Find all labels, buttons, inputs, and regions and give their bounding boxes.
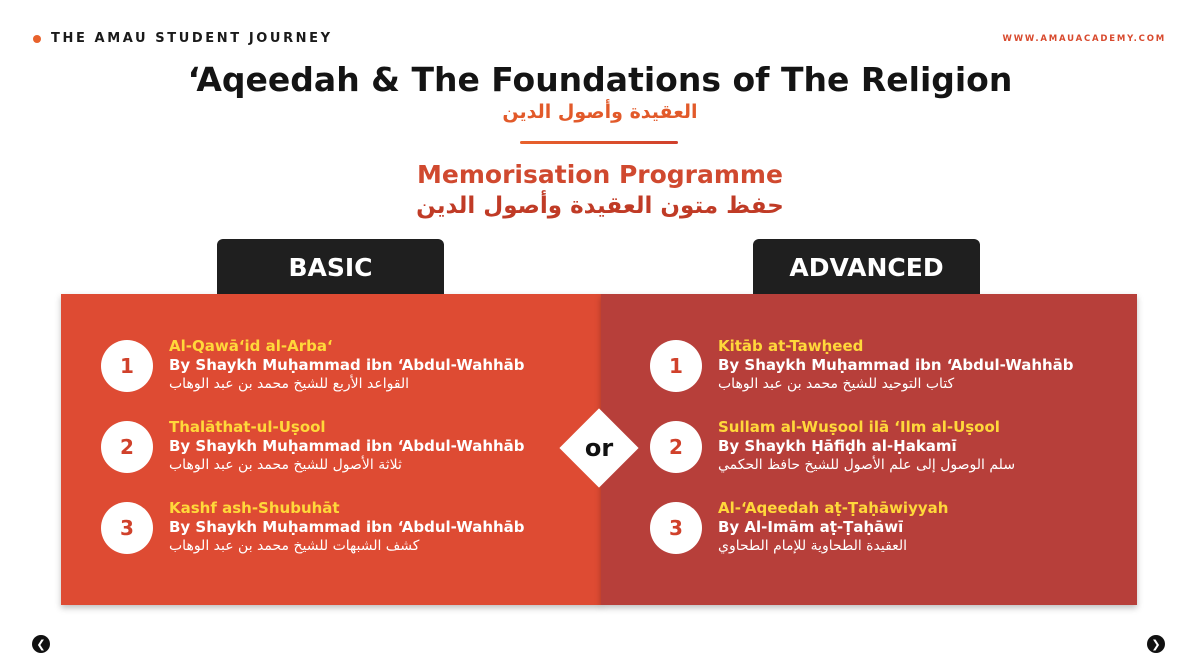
basic-item-3 xyxy=(101,499,525,556)
book-author: By Shaykh Ḥāfiḍh al-Ḥakamī xyxy=(718,437,957,455)
page-title-arabic: العقيدة وأصول الدين xyxy=(502,101,698,123)
book-author: By Shaykh Muḥammad ibn ‘Abdul-Wahhāb xyxy=(169,356,525,374)
brand-dot-icon xyxy=(33,35,41,43)
book-author: By Shaykh Muḥammad ibn ‘Abdul-Wahhāb xyxy=(169,518,525,536)
advanced-item-1 xyxy=(650,337,1074,394)
book-title: Al-Qawā‘id al-Arba‘ xyxy=(169,337,333,355)
page-title: ‘Aqeedah & The Foundations of The Religion xyxy=(187,60,1013,99)
brand-title: THE AMAU STUDENT JOURNEY xyxy=(51,31,333,46)
chevron-right-icon: ❯ xyxy=(1151,637,1161,651)
book-arabic: القواعد الأربع للشيخ محمد بن عبد الوهاب xyxy=(169,376,410,392)
book-author: By Shaykh Muḥammad ibn ‘Abdul-Wahhāb xyxy=(169,437,525,455)
book-title: Sullam al-Wuṣool ilā ‘Ilm al-Uṣool xyxy=(718,418,1000,436)
title-divider xyxy=(520,141,678,144)
book-title: Kashf ash-Shubuhāt xyxy=(169,499,340,517)
basic-tab: BASIC xyxy=(217,239,444,296)
programme-title: Memorisation Programme xyxy=(417,160,783,189)
header-brand xyxy=(33,31,333,46)
item-number-badge: 3 xyxy=(101,502,153,554)
item-number-badge: 3 xyxy=(650,502,702,554)
book-title: Kitāb at-Tawḥeed xyxy=(718,337,864,355)
previous-slide-button[interactable] xyxy=(32,635,50,653)
item-number-badge: 1 xyxy=(101,340,153,392)
next-slide-button[interactable] xyxy=(1147,635,1165,653)
book-title: Al-‘Aqeedah aṭ-Ṭaḥāwiyyah xyxy=(718,499,949,517)
advanced-tab: ADVANCED xyxy=(753,239,980,296)
book-author: By Shaykh Muḥammad ibn ‘Abdul-Wahhāb xyxy=(718,356,1074,374)
book-arabic: سلم الوصول إلى علم الأصول للشيخ حافظ الحكمي xyxy=(718,457,1016,473)
programme-title-arabic: حفظ متون العقيدة وأصول الدين xyxy=(416,193,784,219)
book-arabic: كشف الشبهات للشيخ محمد بن عبد الوهاب xyxy=(169,538,420,554)
chevron-left-icon: ❮ xyxy=(36,637,46,651)
or-separator: or xyxy=(584,434,614,462)
book-arabic: كتاب التوحيد للشيخ محمد بن عبد الوهاب xyxy=(718,376,955,392)
basic-item-2 xyxy=(101,418,525,475)
advanced-item-3 xyxy=(650,499,948,556)
website-link[interactable]: WWW.AMAUACADEMY.COM xyxy=(1002,34,1166,44)
advanced-item-2 xyxy=(650,418,1015,475)
item-number-badge: 1 xyxy=(650,340,702,392)
item-number-badge: 2 xyxy=(650,421,702,473)
book-title: Thalāthat-ul-Uṣool xyxy=(169,418,326,436)
item-number-badge: 2 xyxy=(101,421,153,473)
basic-item-1 xyxy=(101,337,525,394)
book-arabic: ثلاثة الأصول للشيخ محمد بن عبد الوهاب xyxy=(169,457,402,473)
book-arabic: العقيدة الطحاوية للإمام الطحاوي xyxy=(718,538,908,554)
book-author: By Al-Imām aṭ-Ṭaḥāwī xyxy=(718,518,904,536)
